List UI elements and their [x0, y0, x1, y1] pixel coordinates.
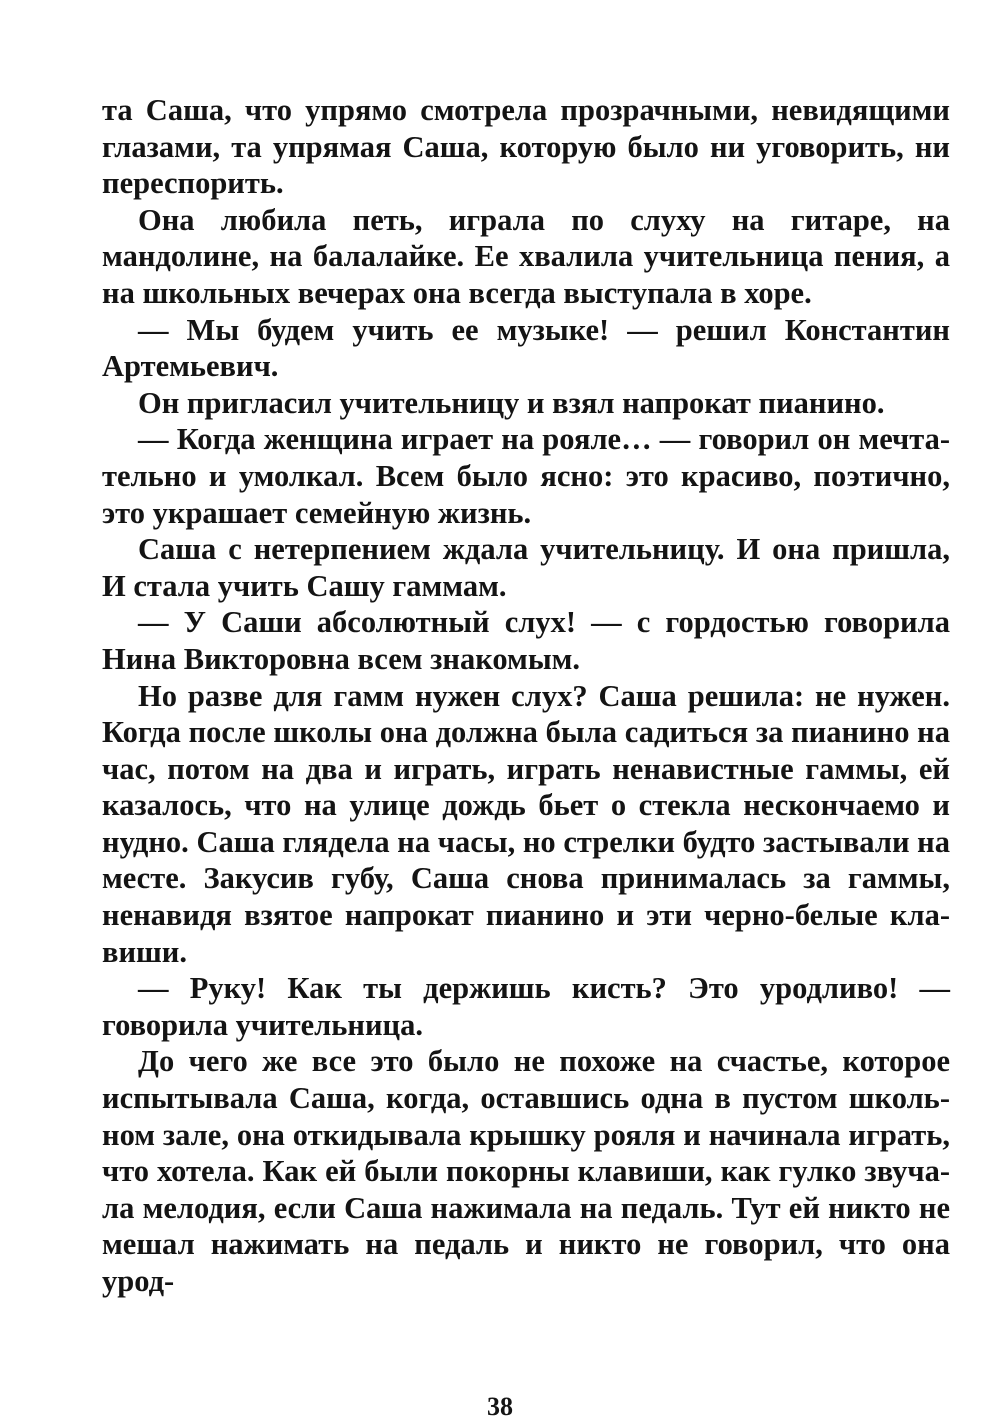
dialogue-line: — Когда женщина играет на рояле… — говорил он мечтательно и умолкал. Всем было ясно: это красиво, поэтично, это украшает семейную жизнь. — [102, 422, 950, 530]
dialogue-line: — У Саши абсолютный слух! — с гордостью говорила Нина Викторовна всем знакомым. — [102, 605, 950, 676]
dialogue-line: — Мы будем учить ее музыке! — решил Константин Артемьевич. — [102, 312, 950, 384]
book-page — [102, 92, 950, 1300]
paragraph: Он пригласил учительницу и взял напрокат пианино. — [138, 385, 885, 420]
paragraph: Саша с нетерпением ждала учительницу. И она пришла, И стала учить Сашу гаммам. — [102, 532, 950, 603]
page-number: 38 — [487, 1392, 513, 1421]
dialogue-line: — Руку! Как ты держишь кисть? Это уродливо! — говорила учительница. — [102, 971, 950, 1042]
paragraph: До чего же все это было не похоже на счастье, которое испытывала Саша, когда, оставшись одна в пустом школьном зале, она откидывала крышку рояля и начинала играть, что хотела. Как ей были покорны клавиши, как гулко звучала мелодия, если Саша нажимала на педаль. Тут ей никто не мешал нажимать на педаль и никто не говорил, что она урод- — [102, 1044, 950, 1298]
paragraph: Она любила петь, играла по слуху на гитаре, на мандолине, на балалайке. Ее хвалила учительница пения, а на школьных вечерах она всегда выступала в хоре. — [102, 202, 950, 310]
paragraph: Но разве для гамм нужен слух? Саша решила: не нужен. Когда после школы она должна была садиться за пианино на час, потом на два и играть, играть ненавистные гаммы, ей казалось, что на улице дождь бьет о стекла нескончаемо и нудно. Саша глядела на часы, но стрелки будто застывали на месте. Закусив губу, Саша снова принималась за гаммы, ненавидя взятое напрокат пианино и эти черно-белые клавиши. — [102, 678, 950, 969]
paragraph-continued: та Саша, что упрямо смотрела прозрачными, невидящими глазами, та упрямая Саша, которую было ни уговорить, ни переспорить. — [102, 93, 950, 201]
